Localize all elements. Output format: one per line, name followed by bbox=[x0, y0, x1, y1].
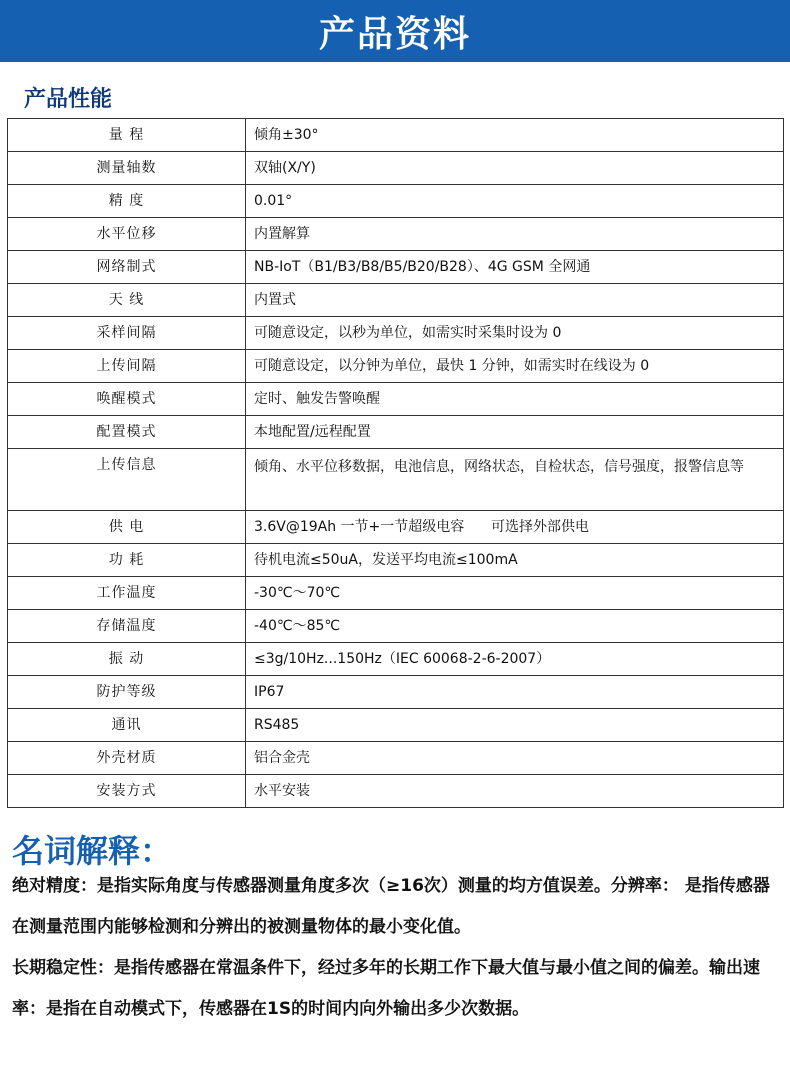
spec-value: 可随意设定，以分钟为单位，最快 1 分钟，如需实时在线设为 0 bbox=[246, 350, 784, 383]
glossary-title: 名词解释： bbox=[12, 832, 173, 870]
spec-key: 测量轴数 bbox=[8, 152, 246, 185]
glossary-paragraph: 长期稳定性：是指传感器在常温条件下，经过多年的长期工作下最大值与最小值之间的偏差。输出速率：是指在自动模式下，传感器在1S的时间内向外输出多少次数据。 bbox=[12, 958, 760, 1019]
table-row bbox=[8, 643, 784, 676]
spec-key: 网络制式 bbox=[8, 251, 246, 284]
spec-value: 定时、触发告警唤醒 bbox=[246, 383, 784, 416]
spec-key: 工作温度 bbox=[8, 577, 246, 610]
spec-key: 通讯 bbox=[8, 709, 246, 742]
banner-title: 产品资料 bbox=[318, 13, 471, 55]
table-row bbox=[8, 416, 784, 449]
spec-value: ≤3g/10Hz...150Hz（IEC 60068-2-6-2007） bbox=[246, 643, 784, 676]
spec-value: 水平安装 bbox=[246, 775, 784, 808]
table-row bbox=[8, 709, 784, 742]
spec-value: 内置解算 bbox=[246, 218, 784, 251]
table-row bbox=[8, 449, 784, 511]
spec-key: 防护等级 bbox=[8, 676, 246, 709]
table-row bbox=[8, 383, 784, 416]
spec-key: 水平位移 bbox=[8, 218, 246, 251]
spec-value: 双轴(X/Y) bbox=[246, 152, 784, 185]
spec-key: 存储温度 bbox=[8, 610, 246, 643]
table-row bbox=[8, 676, 784, 709]
spec-value: RS485 bbox=[246, 709, 784, 742]
spec-value: IP67 bbox=[246, 676, 784, 709]
glossary-paragraph: 绝对精度：是指实际角度与传感器测量角度多次（≥16次）测量的均方值误差。分辨率： 是指传感器在测量范围内能够检测和分辨出的被测量物体的最小变化值。 bbox=[12, 876, 770, 937]
spec-value: 待机电流≤50uA，发送平均电流≤100mA bbox=[246, 544, 784, 577]
spec-table bbox=[7, 118, 784, 808]
spec-value: 铝合金壳 bbox=[246, 742, 784, 775]
spec-key: 外壳材质 bbox=[8, 742, 246, 775]
table-row bbox=[8, 544, 784, 577]
table-row bbox=[8, 152, 784, 185]
spec-key: 安装方式 bbox=[8, 775, 246, 808]
header-banner bbox=[0, 0, 790, 62]
spec-key: 配置模式 bbox=[8, 416, 246, 449]
glossary-body bbox=[12, 866, 782, 1030]
table-row bbox=[8, 185, 784, 218]
spec-value: 3.6V@19Ah 一节+一节超级电容 可选择外部供电 bbox=[246, 511, 784, 544]
table-row bbox=[8, 251, 784, 284]
spec-key: 量 程 bbox=[8, 119, 246, 152]
spec-key: 上传信息 bbox=[8, 449, 246, 511]
table-row bbox=[8, 742, 784, 775]
table-row bbox=[8, 317, 784, 350]
spec-value: 0.01° bbox=[246, 185, 784, 218]
spec-value: -30℃～70℃ bbox=[246, 577, 784, 610]
spec-key: 上传间隔 bbox=[8, 350, 246, 383]
spec-value: 倾角、水平位移数据，电池信息，网络状态，自检状态，信号强度，报警信息等 bbox=[246, 449, 784, 511]
spec-value: -40℃～85℃ bbox=[246, 610, 784, 643]
table-row bbox=[8, 284, 784, 317]
table-row bbox=[8, 511, 784, 544]
table-row bbox=[8, 350, 784, 383]
spec-key: 天 线 bbox=[8, 284, 246, 317]
table-row bbox=[8, 775, 784, 808]
table-row bbox=[8, 119, 784, 152]
spec-key: 功 耗 bbox=[8, 544, 246, 577]
spec-key: 精 度 bbox=[8, 185, 246, 218]
spec-key: 振 动 bbox=[8, 643, 246, 676]
spec-value: 内置式 bbox=[246, 284, 784, 317]
spec-key: 唤醒模式 bbox=[8, 383, 246, 416]
spec-key: 供 电 bbox=[8, 511, 246, 544]
table-row bbox=[8, 577, 784, 610]
table-row bbox=[8, 610, 784, 643]
spec-value: 倾角±30° bbox=[246, 119, 784, 152]
spec-value: 可随意设定，以秒为单位，如需实时采集时设为 0 bbox=[246, 317, 784, 350]
spec-value: 本地配置/远程配置 bbox=[246, 416, 784, 449]
spec-value: NB-IoT（B1/B3/B8/B5/B20/B28）、4G GSM 全网通 bbox=[246, 251, 784, 284]
spec-key: 采样间隔 bbox=[8, 317, 246, 350]
performance-section-title: 产品性能 bbox=[24, 87, 113, 112]
table-row bbox=[8, 218, 784, 251]
